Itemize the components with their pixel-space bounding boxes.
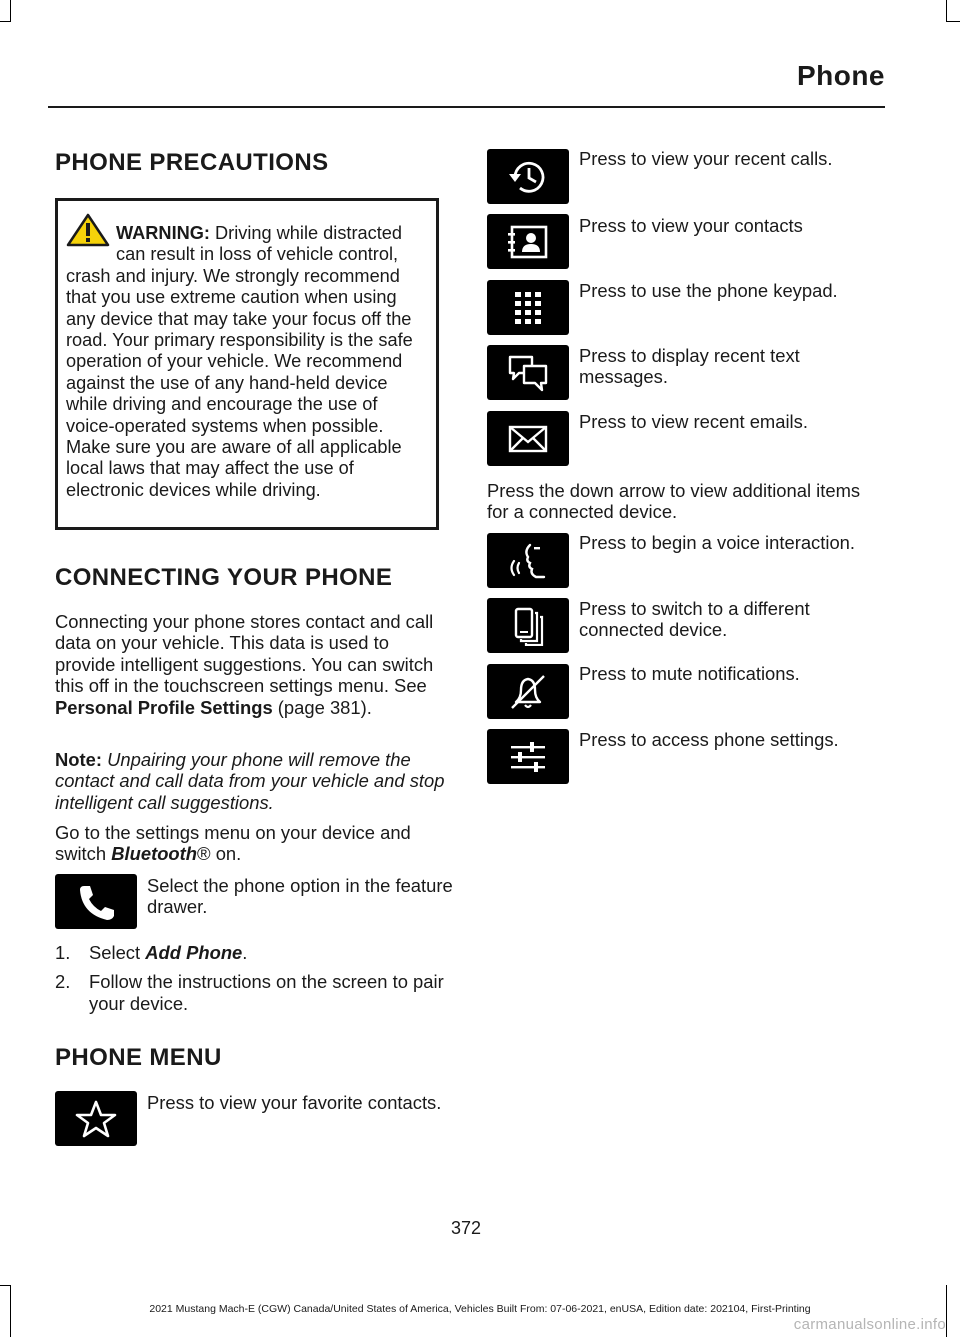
footer-edition-info: 2021 Mustang Mach-E (CGW) Canada/United States of America, Vehicles Built From: 07-06-2021, enUSA, Edition date: 202104, First-Printing [149,1303,811,1315]
crop-mark [0,1285,11,1286]
recent-calls-icon-box[interactable] [487,149,569,204]
warning-paragraph [66,223,430,501]
watermark: carmanualsonline.info [793,1316,946,1333]
down-arrow-paragraph: Press the down arrow to view additional items for a connected device. [487,480,861,523]
connecting-text: Connecting your phone stores contact and call data on your vehicle. This data is used to provide intelligent suggestions. You can switch this off in the touchscreen settings menu. See [55,611,434,697]
email-icon-box[interactable] [487,411,569,466]
voice-icon-box[interactable] [487,533,569,588]
menu-item-text: Press to begin a voice interaction. [579,532,856,553]
list-item [55,971,447,1014]
messages-icon [506,353,550,393]
mute-notifications-icon [506,672,550,712]
note-paragraph [55,749,447,813]
recent-calls-icon [506,157,550,197]
connecting-paragraph [55,611,447,718]
keypad-icon-box[interactable] [487,280,569,335]
crop-mark [946,0,947,22]
list-item [55,942,447,963]
page-header-title: Phone [796,60,885,91]
bluetooth-text-b: ® on. [197,843,242,865]
phone-icon [74,882,118,922]
page-reference: (page 381). [272,696,372,718]
messages-icon-box[interactable] [487,345,569,400]
voice-icon [506,541,550,581]
section-title-phone-menu: PHONE MENU [55,1044,222,1071]
menu-item-text: Press to view your recent calls. [579,148,833,169]
crop-mark [946,21,960,22]
keypad-icon [506,288,550,328]
star-icon [74,1099,118,1139]
section-title-precautions: PHONE PRECAUTIONS [55,149,329,176]
note-text: Unpairing your phone will remove the contact and call data from your vehicle and stop intelligent call suggestions. [55,749,445,813]
header-divider [48,106,885,108]
menu-item-text: Press to display recent text messages. [579,345,800,388]
menu-item-text: Press to switch to a different connected device. [579,598,810,641]
step-text: Follow the instructions on the screen to pair your device. [89,971,444,1014]
step-number: 1. [55,942,71,963]
warning-box [55,198,439,530]
personal-profile-settings-link[interactable]: Personal Profile Settings [55,696,273,718]
switch-device-icon-box[interactable] [487,598,569,653]
mute-notifications-icon-box[interactable] [487,664,569,719]
warning-label: WARNING: [116,223,210,243]
menu-item-text: Press to access phone settings. [579,729,839,750]
menu-item-text: Press to view your contacts [579,215,803,236]
phone-icon-box[interactable] [55,874,137,929]
add-phone-term: Add Phone [145,942,243,963]
menu-item-text: Press to mute notifications. [579,663,800,684]
page-number: 372 [450,1218,482,1238]
contacts-icon-box[interactable] [487,214,569,269]
phone-settings-icon-box[interactable] [487,729,569,784]
menu-item-text: Press to use the phone keypad. [579,280,838,301]
bluetooth-paragraph [55,822,447,865]
crop-mark [10,0,11,22]
step-number: 2. [55,971,71,993]
settings-sliders-icon [506,737,550,777]
email-icon [506,419,550,459]
bluetooth-term: Bluetooth [111,843,198,865]
favorites-icon-box[interactable] [55,1091,137,1146]
pairing-steps [55,942,447,1022]
bluetooth-text-a: Go to the settings menu on your device and switch [55,822,411,865]
phone-option-text: Select the phone option in the feature drawer. [147,875,453,918]
favorites-text: Press to view your favorite contacts. [147,1092,442,1113]
section-title-connecting: CONNECTING YOUR PHONE [55,564,393,591]
switch-device-icon [506,606,550,646]
crop-mark [0,21,11,22]
warning-triangle-icon [66,213,110,247]
step-text-end: . [242,942,248,963]
contacts-icon [506,222,550,262]
step-text: Select [89,942,146,963]
note-label: Note: [55,749,102,770]
warning-text: Driving while distracted can result in loss of vehicle control, crash and injury. We strongly recommend that you use extreme caution when using any device that may take your focus off the road. Your primary responsibility is the safe operation of your vehicle. We recommend against the use of any hand-held device while driving and encourage the use of voice-operated systems when possible. Make sure you are aware of all applicable local laws that may affect the use of electronic devices while driving. [66,223,413,500]
menu-item-text: Press to view recent emails. [579,411,808,432]
